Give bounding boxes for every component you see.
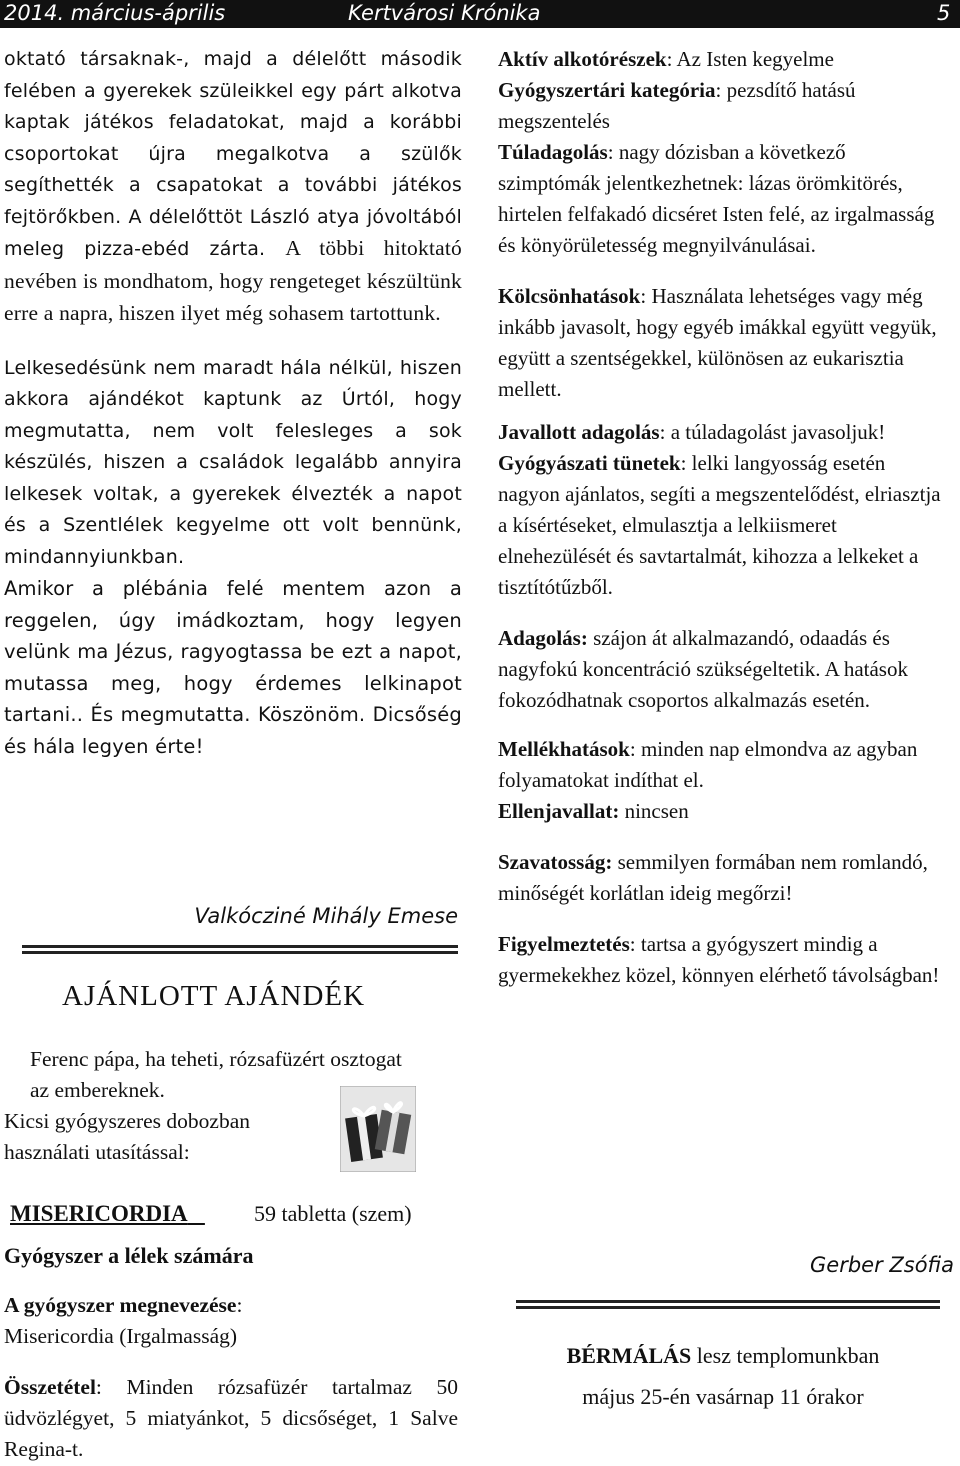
gift-box-icon [340, 1086, 416, 1172]
notice-label: BÉRMÁLÁS [566, 1343, 692, 1368]
field-value: pezsdítő hatású megszentelés [498, 78, 856, 133]
therapeutic-symptoms: Gyógyászati tünetek: lelki langyosság esetén nagyon ajánlatos, segíti a megszentelődést, elriasztja a kísértéseket, elmulasztja a lelkiismeret elnehezülését és savtartalmát, kihozza a lelkeket a tisztítótűzből. [498, 451, 941, 599]
field-label: Aktív alkotórészek [498, 47, 667, 71]
notice-line-1 [498, 1340, 948, 1371]
field-value: Minden rózsafüzér tartalmaz 50 üdvözlégyet, 5 miatyánkot, 5 dicsőséget, 1 Salve Regina-t. [4, 1375, 458, 1461]
notice-line-2: május 25-én vasárnap 11 órakor [582, 1384, 864, 1409]
field-value: a túladagolást javasoljuk! [670, 420, 886, 444]
overdose: Túladagolás: nagy dózisban a következő szimptómák jelentkezhetnek: lázas örömkitörés, hirtelen felfakadó dicséret Isten felé, az irgalmasság és könyörületesség megnyilvánulásai. [498, 140, 935, 257]
field-value: lelki langyosság esetén nagyon ajánlatos, segíti a megszentelődést, elriasztja a kísértéseket, elmulasztja a lelkiismeret elnehezülését és savtartalmát, kihozza a lelkeket a tisztítótűzből. [498, 451, 941, 599]
page-number: 5 [937, 1, 951, 25]
side-effects: Mellékhatások: minden nap elmondva az agyban folyamatokat indíthat el. [498, 737, 918, 792]
active-ingredients: Aktív alkotórészek: Az Isten kegyelme [498, 47, 834, 71]
field-value: nincsen [624, 799, 689, 823]
article-text: Lelkesedésünk nem maradt hála nélkül, [4, 356, 393, 379]
warning: Figyelmeztetés: tartsa a gyógyszert mindig a gyermekekhez közel, könnyen elérhető távolságban! [498, 932, 940, 987]
field-label: Javallott adagolás [498, 420, 660, 444]
field-label: A gyógyszer megnevezése [4, 1293, 237, 1317]
category: Gyógyszertári kategória: pezsdítő hatású megszentelés [498, 78, 856, 133]
double-rule [516, 1300, 940, 1309]
composition-field: Összetétel: Minden rózsafüzér tartalmaz 50 üdvözlégyet, 5 miatyánkot, 5 dicsőséget, 1 Salve Regina-t. [4, 1375, 458, 1461]
article-paragraph-1 [4, 44, 462, 331]
field-value: Használata lehetséges vagy még inkább javasolt, hogy egyéb imákkal együtt vegyük, együtt a szentségekkel, különösen az eukarisztia mellett. [498, 284, 937, 401]
section-heading: AJÁNLOTT AJÁNDÉK [62, 980, 366, 1012]
field-label: Összetétel [4, 1375, 96, 1399]
product-name [10, 1198, 205, 1229]
article-text: oktató társaknak-, majd a délelőtt második felében a gyerekek szüleikkel egy párt alkotva kaptak játékos feladatokat, majd a korábbi csoportokat újra megalkotva a szülők segíthették a csapatokat a további játékos fejtörőkben. A délelőttöt László atya jóvoltából meleg pizza-ebéd zárta. [4, 48, 462, 260]
field-value: nagy dózisban a következő szimptómák jelentkezhetnek: lázas örömkitörés, hirtelen felfakadó dicséret Isten felé, az irgalmasság és könyörületesség megnyilvánulásai. [498, 140, 935, 257]
article-paragraph-2 [4, 353, 462, 574]
field-value: Misericordia (Irgalmasság) [4, 1324, 238, 1348]
insert-signature: Gerber Zsófia [810, 1253, 954, 1277]
field-value: semmilyen formában nem romlandó, minőségét korlátlan ideig megőrzi! [498, 850, 928, 905]
field-label: Figyelmeztetés [498, 932, 630, 956]
interactions: Kölcsönhatások: Használata lehetséges vagy még inkább javasolt, hogy egyéb imákkal együtt vegyük, együtt a szentségekkel, különösen az eukarisztia mellett. [498, 284, 937, 401]
article-text: A többi hitoktató nevében is mondhatom, hogy rengeteget készültünk erre a napra, hiszen ilyet még sohasem tartottunk. [4, 236, 462, 325]
page-header [0, 0, 960, 28]
field-label: Szavatosság: [498, 850, 613, 874]
product-name-field: A gyógyszer megnevezése: Misericordia (Irgalmasság) [4, 1293, 243, 1348]
article-signature: Valkócziné Mihály Emese [194, 904, 458, 928]
field-label: Túladagolás [498, 140, 608, 164]
field-label: Gyógyászati tünetek [498, 451, 681, 475]
recommended-dosage: Javallott adagolás: a túladagolást javasoljuk! [498, 420, 886, 444]
contraindication [498, 796, 948, 827]
field-label: Ellenjavallat: [498, 799, 620, 823]
product-quantity: 59 tabletta (szem) [254, 1201, 412, 1226]
notice-text: lesz templomunkban [696, 1343, 880, 1368]
field-label: Adagolás: [498, 626, 588, 650]
article-text: hiszen akkora ajándékot kaptunk az Úrtól, hogy megmutatta, nem volt felesleges a sok készülés, hiszen a családok legalább annyira lelkesek voltak, a gyerekek élvezték a napot és a Szentlélek kegyelme ott volt bennünk, mindannyiunkban. [4, 356, 462, 568]
gift-intro-2: Kicsi gyógyszeres dobozban használati utasítással: [4, 1109, 250, 1164]
issue-date: 2014. március-április [4, 1, 226, 25]
publication-title: Kertvárosi Krónika [348, 1, 541, 25]
confirmation-notice [498, 1340, 948, 1412]
left-column [4, 44, 462, 762]
field-label: Kölcsönhatások [498, 284, 641, 308]
field-value: szájon át alkalmazandó, odaadás és nagyfokú koncentráció szükségeltetik. A hatások fokozódhatnak csoportos alkalmazás esetén. [498, 626, 908, 712]
right-column [498, 44, 948, 991]
field-label: Mellékhatások [498, 737, 630, 761]
shelf-life [498, 847, 948, 909]
field-value: minden nap elmondva az agyban folyamatokat indíthat el. [498, 737, 918, 792]
product-subtitle: Gyógyszer a lélek számára [4, 1243, 254, 1268]
field-label: Gyógyszertári kategória [498, 78, 716, 102]
article-paragraph-3: Amikor a plébánia felé mentem azon a reggelen, úgy imádkoztam, hogy legyen velünk ma Jézus, ragyogtassa be ezt a napot, mutassa meg, hogy érdemes lelkinapot tartani.. És megmutatta. Köszönöm. Dicsőség és hála legyen érte! [4, 577, 462, 758]
field-value: Az Isten kegyelme [676, 47, 834, 71]
field-value: tartsa a gyógyszert mindig a gyermekekhez közel, könnyen elérhető távolságban! [498, 932, 940, 987]
intro-text: Ferenc pápa, ha teheti, rózsafüzért osztogat az embereknek. [30, 1047, 402, 1102]
administration [498, 623, 948, 716]
product-label: MISERICORDIA [10, 1201, 188, 1226]
double-rule [22, 945, 458, 954]
